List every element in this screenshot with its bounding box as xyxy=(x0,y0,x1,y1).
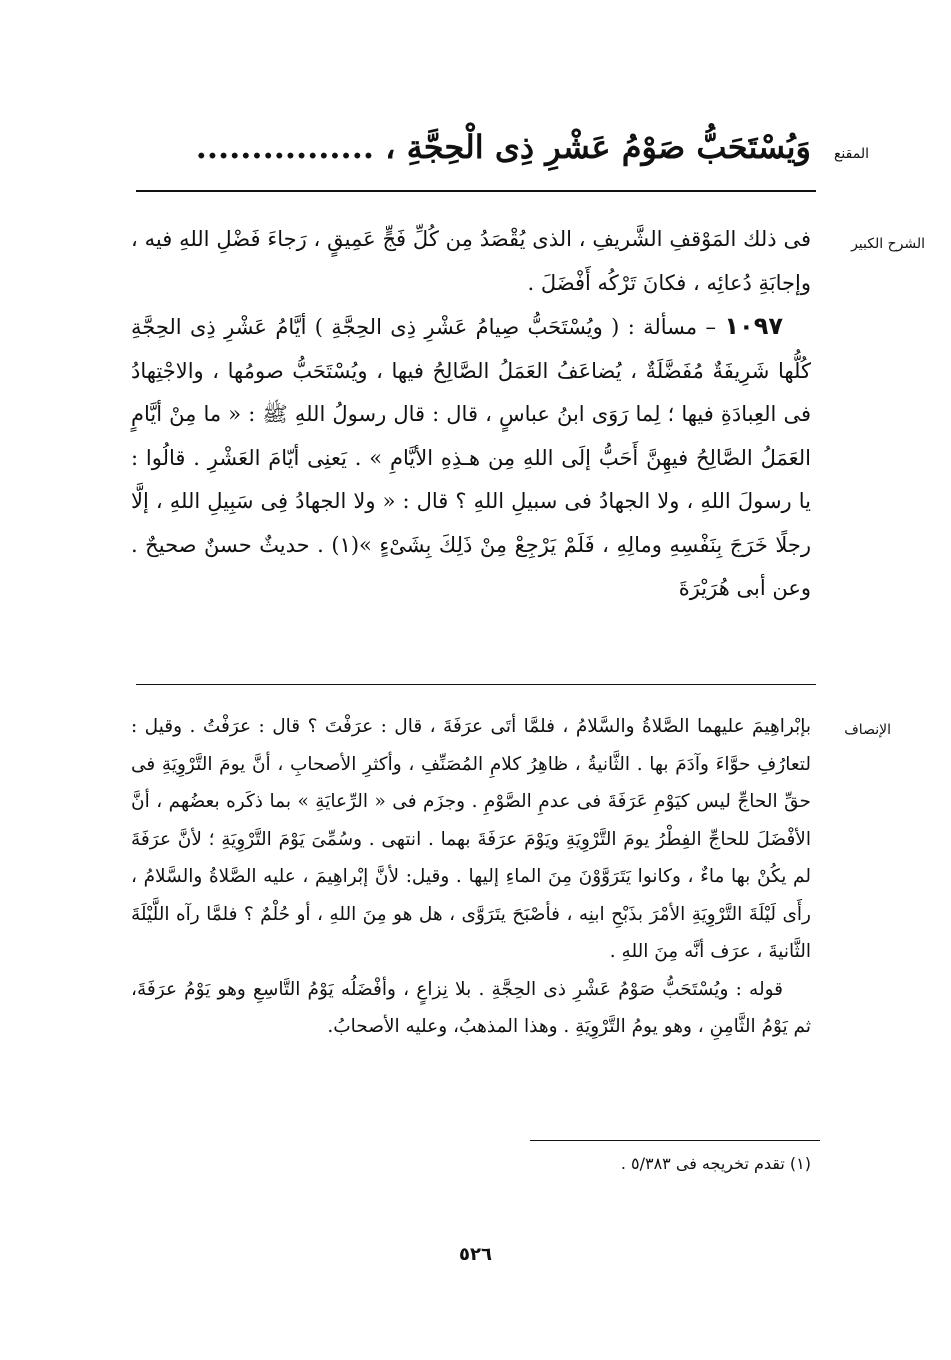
header-dots: ................ xyxy=(195,128,374,166)
header-title xyxy=(111,128,811,166)
footnote: (١) تقدم تخريجه فى ٥/٣٨٣ . xyxy=(620,1154,811,1173)
insaf-paragraph-2: قوله : ويُسْتَحَبُّ صَوْمُ عَشْرِ ذى الحِجَّةِ . بلا نِزاعٍ ، وأفْضَلُه يَوْمُ التَّاسِعِ وهو يَوْمُ عرَفَةَ، ثم يَوْمُ الثَّامِنِ ، وهو يومُ التَّرْوِيَةِ . وهذا المذهبُ، وعليه الأصحابُ. xyxy=(131,978,811,1037)
insaf-text-block xyxy=(131,708,811,1046)
sharh-text-block xyxy=(131,218,811,611)
sharh-issue xyxy=(131,305,811,611)
header-label-muqni: المقنع xyxy=(833,146,869,162)
footnote-rule xyxy=(530,1140,820,1141)
sharh-label: الشرح الكبير xyxy=(851,236,925,252)
sharh-body: – مسألة : ( ويُسْتَحَبُّ صِيامُ عَشْرِ ذِى الحِجَّةِ ) أيَّامُ عَشْرِ ذِى الحِجَّةِ كُلُّها شَرِيفَةٌ مُفَضَّلَةٌ ، يُضاعَفُ العَمَلُ الصَّالِحُ فيها ، ويُسْتَحَبُّ صومُها ، والاجْتِهادُ فى العِبادَةِ فيها ؛ لِما رَوَى ابنُ عباسٍ ، قال : قال رسولُ اللهِ ﷺ : « ما مِنْ أيَّامٍ العَمَلُ الصَّالِحُ فيهِنَّ أَحَبُّ إلَى اللهِ مِن هـذِهِ الأيَّامِ » . يَعنِى أيّامَ العَشْرِ . قالُوا : يا رسولَ اللهِ ، ولا الجهادُ فى سبيلِ اللهِ ؟ قال : « ولا الجهادُ فِى سَبِيلِ اللهِ ، إلَّا رجلًا خَرَجَ بِنَفْسِهِ ومالِهِ ، فَلَمْ يَرْجِعْ مِنْ ذَلِكَ بِشَىْءٍ »(١) . حديثٌ حسنٌ صحيحٌ . وعن أبى هُرَيْرَةَ xyxy=(131,315,811,600)
sharh-intro: فى ذلك المَوْقفِ الشَّريفِ ، الذى يُقْصَدُ مِن كُلِّ فَجٍّ عَمِيقٍ ، رَجاءَ فَضْلِ اللهِ فيه ، وإجابَةِ دُعائِه ، فكانَ تَرْكُه أَفْضَلَ . xyxy=(131,227,811,295)
header-title-text: وَيُسْتَحَبُّ صَوْمُ عَشْرِ ذِى الْحِجَّةِ ، xyxy=(385,128,811,166)
section-divider xyxy=(136,684,816,685)
insaf-paragraph-1: بإبْراهِيمَ عليهما الصَّلاةُ والسَّلامُ ، فلمَّا أتَى عرَفَةَ ، قال : عرَفْتَ ؟ قال : عرَفْتُ . وقيل : لتعارُفِ حوَّاءَ وآدَمَ بها . الثَّانيةُ ، ظاهِرُ كلامِ المُصَنِّفِ ، وأكثرِ الأصحابِ ، أنَّ يومَ التَّرْوِيَةِ فى حقِّ الحاجِّ ليس كيَوْمِ عَرَفَةَ فى عدمِ الصَّوْمِ . وجزَم فى « الرِّعايَةِ » بما ذكَره بعضُهم ، أنَّ الأفْضَلَ للحاجِّ الفِطْرُ يومَ التَّرْوِيَةِ ويَوْمَ عرَفَةَ بهما . انتهى . وسُمِّىَ يَوْمَ التَّرْوِيَةِ ؛ لأنَّ عرَفَةَ لم يكُنْ بها ماءٌ ، وكانوا يَتَرَوَّوْنَ مِنَ الماءِ إليها . وقيل: لأنَّ إبْراهِيمَ ، عليه الصَّلاةُ والسَّلامُ ، رأَى لَيْلَةَ التَّرْوِيَةِ الأمْرَ بذَبْحِ ابنِه ، فأصْبَحَ يتَرَوَّى ، هل هو مِنَ اللهِ ، أو حُلْمٌ ؟ فلمَّا رآه اللَّيْلَةَ الثَّانيةَ ، عرَف أنَّه مِنَ اللهِ . xyxy=(131,716,811,962)
insaf-label: الإنصاف xyxy=(844,722,891,738)
issue-number: ١٠٩٧ xyxy=(724,312,783,340)
header-rule xyxy=(136,190,816,192)
page-number: ٥٢٦ xyxy=(459,1244,492,1265)
